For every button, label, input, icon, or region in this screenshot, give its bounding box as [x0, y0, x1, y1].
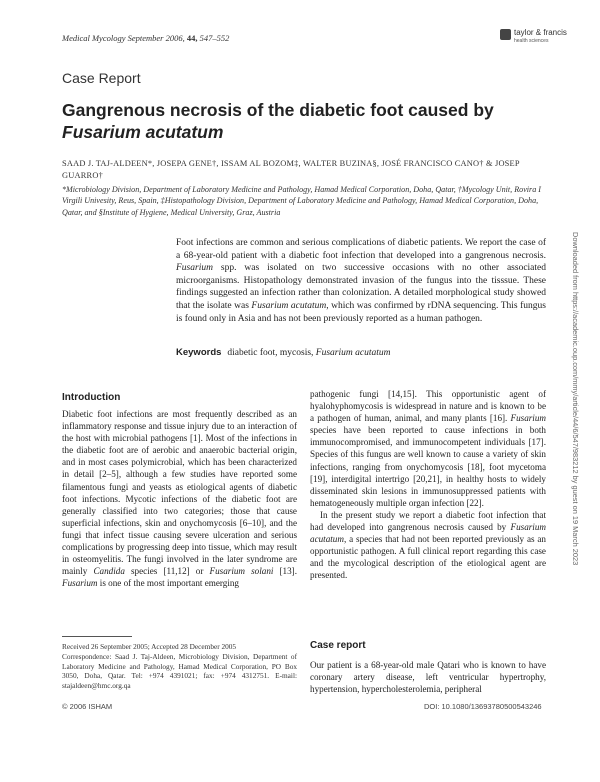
publisher-mark-icon — [500, 29, 511, 40]
title-main: Gangrenous necrosis of the diabetic foot caused by — [62, 100, 494, 120]
abstract-text: , which was confirmed by rDNA sequencing. This fungus is found only in Asia and has not been previously reported as a human pathogen. — [176, 300, 546, 324]
right-column-text — [310, 388, 546, 582]
affiliations: *Microbiology Division, Department of Laboratory Medicine and Pathology, Hamad Medical Corporation, Doha, Qatar, †Mycology Unit, Rovira I Virgili Univesity, Reus, Spain, ‡Histopathology Division, Department of Laboratory Medicine and Pathology, Hamad Medical Corporation, Doha, Qatar, and §Institute of Hygiene, Medical University, Graz, Austria — [62, 185, 541, 217]
abstract-text: spp. was isolated on two successive occasions with no other associated microorganisms. Histopathology demonstrated invasion of the fungus into the tisssue. These findings suggested an infection rather than colonization. A detailed morphological study showed that the isolate was — [176, 263, 546, 311]
abstract-italic: Fusarium — [176, 263, 213, 274]
title-italic: Fusarium acutatum — [62, 122, 224, 142]
footer-copyright: © 2006 ISHAM — [62, 702, 113, 711]
intro-italic: Fusarium — [62, 578, 98, 589]
keywords-label: Keywords — [176, 347, 222, 358]
keywords — [176, 347, 546, 358]
intro-italic: Candida — [93, 566, 125, 577]
intro-text: species [11,12] or — [124, 566, 210, 577]
case-report-text: Our patient is a 68-year-old male Qatari who is known to have coronary artery disease, left ventricular hypertrophy, hypertension, hypercholesterolemia, peripheral — [310, 660, 546, 695]
footnotes — [62, 642, 297, 691]
intro-text: Diabetic foot infections are most frequently described as an inflammatory response and tissue injury due to an interaction of the host with microbial pathogens [1]. Most of the infections in the diabetic foot are of aerobic and anaerobic bacterial origin, and in most cases polymicrobial, which has been characterized in detail [2–5], although a few studies have reported some filamentous fungi and yeasts as etiological agents of diabetic foot infections. Mycotic infections of the diabetic foot are generally classified into two categories; those that cause superficial infections, skin and onychomycosis [6–10], and the fungi that infect tissue causing severe ulceration and serious complications by progressing deep into tissue, which may result in osteomyelitis. The fungi involved in the later syndrome are mainly — [62, 409, 297, 577]
right-text: species have been reported to cause infections in both immunocompromised, and immunocompetent individuals [17]. Species of this fungus are well known to cause a variety of skin infections, ranging from onychomycosis [18], foot mycetoma [19], interdigital intertrigo [20,21], in healthy hosts to widely disseminated skin lesions in immunosuppressed patients with hematogeneously multiple organ infection [22]. — [310, 425, 546, 508]
keywords-text: diabetic foot, mycosis, — [227, 348, 316, 358]
publisher-logo — [500, 27, 567, 49]
section-label: Case Report — [62, 70, 141, 86]
article-title — [62, 99, 542, 143]
publisher-subtitle: health sciences — [514, 38, 549, 44]
right-text: , a species that had not been reported previously as an opportunistic pathogen. A full clinical report regarding this case and the mycological description of the etiological agent are presented. — [310, 534, 546, 581]
intro-text: is one of the most important emerging — [97, 578, 239, 589]
intro-italic: Fusarium solani — [209, 566, 274, 577]
abstract-text: Foot infections are common and serious complications of diabetic patients. We report the case of a 68-year-old patient with a diabetic foot infection that developed into a gangrenous necrosis. — [176, 238, 546, 261]
keywords-italic: Fusarium acutatum — [315, 348, 391, 358]
journal-pages: 547–552 — [199, 33, 230, 43]
publisher-name: taylor & francis — [514, 28, 567, 37]
download-note: Downloaded from https://academic.oup.com/mmy/article/44/6/547/983212 by guest on 19 March 2023 — [571, 232, 580, 566]
introduction-text — [62, 402, 297, 589]
intro-text: [13]. — [273, 566, 298, 577]
correspondence: Correspondence: Saad J. Taj-Aldeen, Microbiology Division, Department of Laboratory Medicine and Pathology, Hamad Medical Corporation, PO Box 3050, Doha, Qatar. Tel: +974 4391021; fax: +974 4312751. E-mail: stajaldeen@hmc.org.qa — [62, 651, 297, 691]
journal-volume: 44, — [186, 33, 198, 43]
footer-doi: DOI: 10.1080/13693780500543246 — [424, 702, 542, 711]
journal-name: Medical Mycology — [62, 33, 126, 43]
right-text: pathogenic fungi [14,15]. This opportunistic agent of hyalohyphomycosis is widespread in nature and is known to be a pathogen of human, animal, and many plants [16]. — [310, 389, 546, 424]
author-list: SAAD J. TAJ-ALDEEN*, JOSEPA GENE†, ISSAM AL BOZOM‡, WALTER BUZINA§, JOSÉ FRANCISCO CANO† & JOSEP GUARRO† — [62, 159, 520, 180]
case-report-heading: Case report — [310, 640, 366, 651]
footnote-divider — [62, 636, 132, 637]
abstract-italic: Fusarium acutatum — [251, 300, 327, 311]
right-italic: Fusarium — [510, 413, 546, 424]
journal-header — [62, 33, 229, 43]
abstract — [176, 237, 546, 325]
right-text: In the present study we report a diabetic foot infection that had developed into gangrenous necrosis caused by — [310, 509, 546, 533]
right-italic: Fusarium acutatum — [310, 522, 546, 545]
introduction-heading: Introduction — [62, 392, 121, 403]
journal-date: September 2006, — [127, 33, 185, 43]
received-date: Received 26 September 2005; Accepted 28 December 2005 — [62, 642, 237, 651]
